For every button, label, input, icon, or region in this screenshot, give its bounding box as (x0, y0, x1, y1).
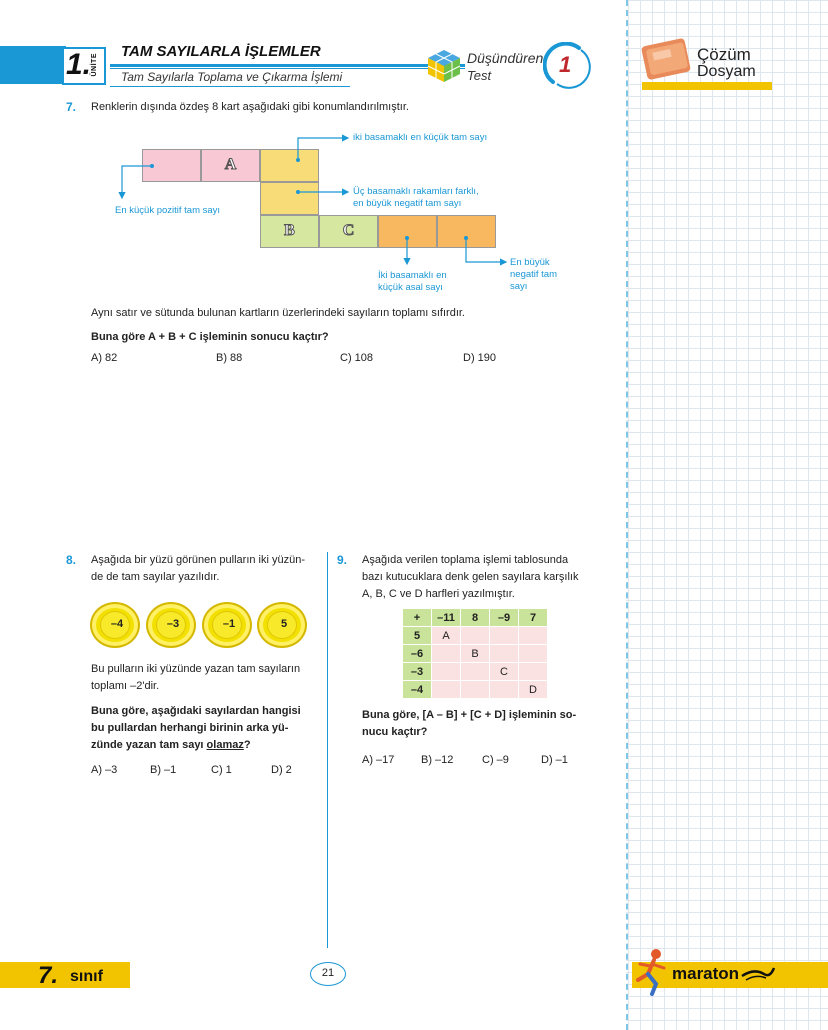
table-cell (490, 681, 519, 699)
q9-intro-3: A, B, C ve D harfleri yazılmıştır. (362, 588, 515, 600)
table-header-cell: 7 (519, 609, 548, 627)
q7-option-c[interactable]: C) 108 (340, 352, 374, 364)
annotation-right-3: sayı (510, 281, 528, 292)
q8-question-2: bu pullardan herhangi birinin arka yü- (91, 722, 289, 734)
unit-word: ÜNİTE (91, 53, 98, 77)
coin-2-label: –3 (166, 618, 180, 630)
table-cell (519, 627, 548, 645)
q8-option-b[interactable]: B) –1 (150, 764, 177, 776)
test-label-2: Test (467, 68, 492, 83)
q9-option-b[interactable]: B) –12 (421, 754, 454, 766)
runner-icon (630, 946, 674, 996)
q7-option-b[interactable]: B) 88 (216, 352, 243, 364)
annotation-top: iki basamaklı en küçük tam sayı (353, 132, 488, 143)
q8-question-3: zünde yazan tam sayı olamaz? (91, 739, 251, 751)
table-cell (461, 627, 490, 645)
q8-intro-2: de de tam sayılar yazılıdır. (91, 571, 220, 583)
footer-class-word: sınıf (70, 968, 103, 985)
coin-1 (90, 602, 140, 648)
q8-option-d[interactable]: D) 2 (271, 764, 292, 776)
q9-number: 9. (337, 553, 348, 567)
q8-emphasis: olamaz (206, 739, 244, 751)
q7-number: 7. (66, 100, 77, 114)
annotation-prime-2: küçük asal sayı (378, 282, 443, 293)
q8-number: 8. (66, 553, 77, 567)
solution-title-bar (642, 82, 772, 90)
brand-logo-text: maraton (672, 964, 740, 983)
table-cell: C (490, 663, 519, 681)
table-row (403, 645, 548, 663)
unit-number: 1. (66, 48, 92, 81)
solution-title-line1: Çözüm (697, 45, 751, 64)
brand-swoosh-icon (740, 964, 776, 984)
table-row-head: –3 (403, 663, 432, 681)
page-title: TAM SAYILARLA İŞLEMLER (121, 43, 321, 60)
table-cell (461, 663, 490, 681)
table-cell (432, 663, 461, 681)
table-header-cell: + (403, 609, 432, 627)
q9-intro-1: Aşağıda verilen toplama işlemi tablosunda (362, 554, 569, 566)
q8-option-a[interactable]: A) –3 (91, 764, 118, 776)
table-cell (461, 681, 490, 699)
column-divider (327, 552, 328, 948)
table-row-head: –6 (403, 645, 432, 663)
table-cell: B (461, 645, 490, 663)
q9-question-1: Buna göre, [A – B] + [C + D] işleminin so- (362, 709, 577, 721)
table-row-head: –4 (403, 681, 432, 699)
annotation-right-2: negatif tam (510, 269, 557, 280)
coin-1-label: –4 (110, 618, 124, 630)
q7-statement: Aynı satır ve sütunda bulunan kartların üzerlerindeki sayıların toplamı sıfırdır. (91, 307, 465, 319)
q9-option-c[interactable]: C) –9 (482, 754, 509, 766)
coin-4-label: 5 (280, 618, 288, 630)
coin-2 (146, 602, 196, 648)
addition-table (402, 608, 548, 699)
table-cell: D (519, 681, 548, 699)
coin-3 (202, 602, 252, 648)
q7-option-a[interactable]: A) 82 (91, 352, 118, 364)
table-cell (519, 645, 548, 663)
q9-option-d[interactable]: D) –1 (541, 754, 568, 766)
annotation-right-1: En büyük (510, 257, 550, 268)
solution-title-line2: Dosyam (697, 63, 756, 80)
coin-3-label: –1 (222, 618, 236, 630)
page-number: 21 (321, 967, 335, 979)
footer-class-number: 7. (38, 962, 59, 989)
arrow-left (122, 166, 152, 198)
table-header-row (403, 609, 548, 627)
table-cell (432, 681, 461, 699)
test-label-1: Düşündüren (467, 50, 544, 66)
table-row (403, 627, 548, 645)
arrow-right (466, 238, 506, 262)
q8-statement-1: Bu pulların iki yüzünde yazan tam sayıların (91, 663, 301, 675)
annotation-middle-2: en büyük negatif tam sayı (353, 198, 462, 209)
test-number: 1 (559, 52, 572, 77)
folder-icon (640, 32, 696, 80)
q9-question-2: nucu kaçtır? (362, 726, 428, 738)
q9-option-a[interactable]: A) –17 (362, 754, 395, 766)
q9-intro-2: bazı kutucuklara denk gelen sayılara karşılık (362, 571, 579, 583)
annotation-prime-1: İki basamaklı en (378, 270, 447, 281)
table-cell (519, 663, 548, 681)
table-row (403, 681, 548, 699)
table-header-cell: –9 (490, 609, 519, 627)
q8-intro-1: Aşağıda bir yüzü görünen pulların iki yüzün- (91, 554, 306, 566)
arrow-top (298, 138, 348, 160)
q7-arrows (0, 0, 626, 300)
table-header-cell: 8 (461, 609, 490, 627)
card-b-letter: B (284, 222, 295, 239)
table-cell: A (432, 627, 461, 645)
q7-intro: Renklerin dışında özdeş 8 kart aşağıdaki gibi konumlandırılmıştır. (91, 101, 409, 113)
card-a-letter: A (224, 156, 237, 173)
table-row-head: 5 (403, 627, 432, 645)
solution-grid-panel (626, 0, 828, 1030)
table-header-cell: –11 (432, 609, 461, 627)
coin-4 (257, 602, 307, 648)
annotation-left: En küçük pozitif tam sayı (115, 205, 221, 216)
table-cell (490, 627, 519, 645)
card-c-letter: C (342, 222, 355, 239)
q8-statement-2: toplamı –2'dir. (91, 680, 160, 692)
table-row (403, 663, 548, 681)
table-cell (490, 645, 519, 663)
page-subtitle: Tam Sayılarla Toplama ve Çıkarma İşlemi (121, 70, 343, 84)
annotation-middle-1: Üç basamaklı rakamları farklı, (353, 186, 479, 197)
q8-question-1: Buna göre, aşağıdaki sayılardan hangisi (91, 705, 301, 717)
q8-option-c[interactable]: C) 1 (211, 764, 232, 776)
table-cell (432, 645, 461, 663)
q7-option-d[interactable]: D) 190 (463, 352, 497, 364)
q7-question: Buna göre A + B + C işleminin sonucu kaçtır? (91, 331, 329, 343)
footer-class-bar (0, 962, 130, 988)
